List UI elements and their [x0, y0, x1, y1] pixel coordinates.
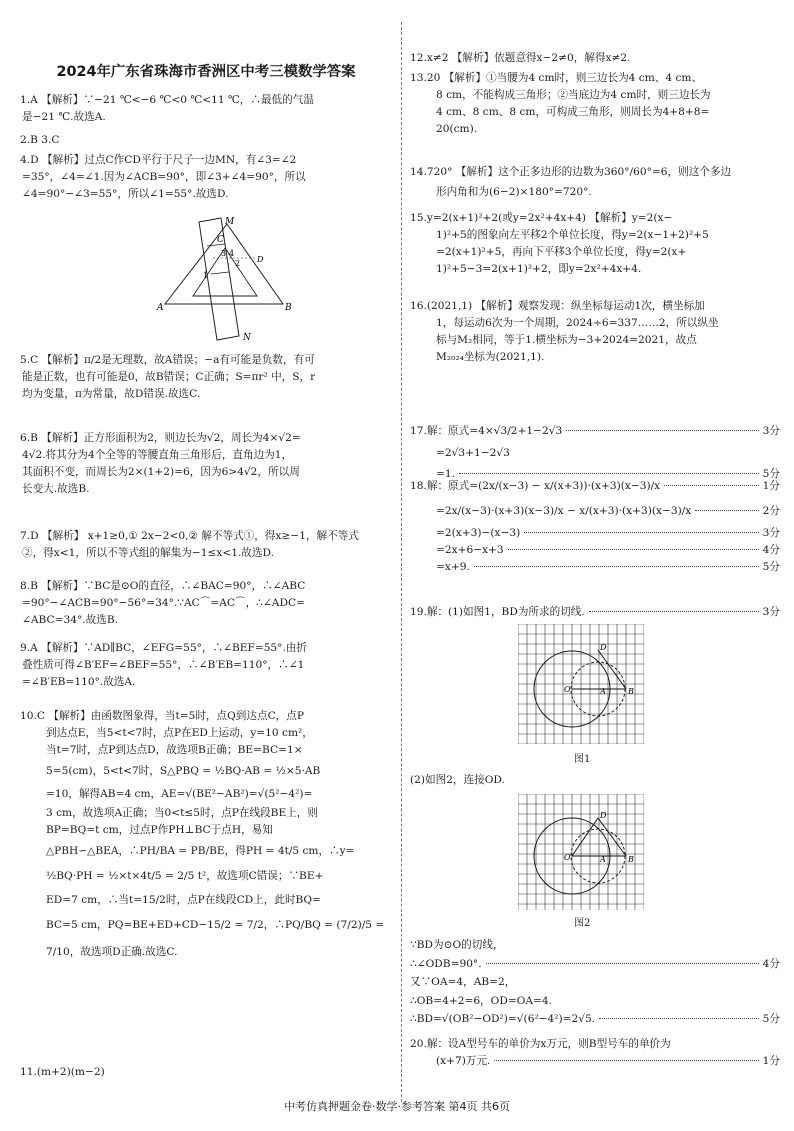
answer-q18: [410, 474, 780, 576]
q20-step-2: (x+7)万元. 1分: [436, 1055, 780, 1068]
answer-q19-part1: 19.解：(1)如图1，BD为所求的切线. 3分: [410, 606, 780, 618]
answer-q16: 16.(2021,1) 【解析】观察发现：纵坐标每运动1次，横坐标加 1，每运动6次为一个周期，2024÷6=337……2，所以纵坐 标与M₂相同，等于1.横坐标为−3+2024=2021，故点 M₂₀₂₄坐标为(2021,1).: [410, 300, 719, 364]
answer-q8: 8.B 【解析】∵BC是⊙O的直径，∴∠BAC=90°，∴∠ABC =90°−∠ACB=90°−56°=34°.∵AC⌒=AC⌒，∴∠ADC= ∠ABC=34°.故选B.: [20, 580, 306, 627]
fig2-label-a: A: [600, 855, 606, 864]
q19-step-5: ∴BD=√(OB²−OD²)=√(6²−4²)=2√5. 5分: [410, 1013, 780, 1026]
label-3: 3: [221, 249, 227, 258]
q19-step-3: 又∵OA=4，AB=2，: [410, 976, 516, 989]
answer-q11: 11.(m+2)(m−2): [20, 1066, 105, 1078]
answer-q14: 14.720° 【解析】这个正多边形的边数为360°/60°=6，则这个多边 形内角和为(6−2)×180°=720°.: [410, 166, 732, 199]
answer-q13: 13.20 【解析】①当腰为4 cm时，则三边长为4 cm、4 cm、 8 cm，不能构成三角形；②当底边为4 cm时，则三边长为 4 cm、8 cm、8 cm，可构成三角形，则周长为4+8+8= 20(cm).: [410, 72, 711, 136]
figure-1-caption: 图1: [574, 754, 591, 765]
q18-step-3: =2(x+3)−(x−3) 3分: [436, 526, 780, 539]
q18-step-2: =2x/(x−3)·(x+3)(x−3)/x − x/(x+3)·(x+3)(x−3)/x 2分: [436, 505, 780, 518]
fig1-label-o: O: [564, 685, 571, 694]
fig1-label-b: B: [628, 687, 634, 696]
answer-q7: 7.D 【解析】 x+1≥0,① 2x−2<0,② 解不等式①，得x≥−1，解不等式 ②，得x<1，所以不等式组的解集为−1≤x<1.故选D.: [20, 530, 359, 560]
q18-step-1: 18.解：原式=(2x/(x−3) − x/(x+3))·(x+3)(x−3)/x 1分: [410, 480, 780, 492]
fig2-label-o: O: [564, 853, 571, 862]
answer-q9: 9.A 【解析】∵AD∥BC，∠EFG=55°，∴∠BEF=55°.由折 叠性质可得∠B′EF=∠BEF=55°，∴∠B′EB=110°，∴∠1 =∠B′EB=110°.故选A.: [20, 642, 308, 689]
fig1-label-d: D: [600, 643, 607, 652]
fig2-label-d: D: [600, 811, 607, 820]
answer-q10: 10.C 【解析】由函数图象得，当t=5时，点Q到达点C，点P 到达点E，当5<t<7时，点P在ED上运动，y=10 cm²， 当t=7时，点P到达点D，故选项B正确；BE=BC=1× 5=5(cm)，5<t<7时，S△PBQ = ½BQ·AB = ½×5·AB =10，解得AB=4 cm，AE=√(BE²−AB²)=√(5²−4²)= 3 cm，故选项A正确；当0<t≤5时，点P在线段BE上，则 BP=BQ=t cm，过点P作PH⊥BC于点H，易知 △PBH∽△BEA，∴PH/BA = PB/BE，得PH = 4t/5 cm，∴y= ½BQ·PH = ½×t×4t/5 = 2/5 t²，故选项C错误；∵BE+ ED=7 cm，∴当t=15/2时，点P在线段CD上，此时BQ= BC=5 cm，PQ=BE+ED+CD−15/2 = 7/2，∴PQ/BQ = (7/2)/5 = 7/10，故选项D正确.故选C.: [20, 710, 385, 958]
page-footer: 中考仿真押题金卷·数学·参考答案 第4页 共6页: [284, 1100, 510, 1113]
label-m: M: [225, 217, 235, 227]
figure-2-grid: [518, 794, 644, 910]
answer-q19-part2-steps: [410, 936, 780, 1029]
fig2-label-b: B: [628, 855, 634, 864]
answer-q1: 1.A 【解析】∵−21 ℃<−6 ℃<0 ℃<11 ℃，∴最低的气温 是−21 ℃.故选A.: [20, 94, 314, 124]
answer-q19-part2: (2)如图2，连接OD.: [410, 774, 505, 786]
answer-q15: 15.y=2(x+1)²+2(或y=2x²+4x+4) 【解析】y=2(x− 1)²+5的图象向左平移2个单位长度，得y=2(x−1+2)²+5 =2(x+1)²+5，再向下平移3个单位长度，得y=2(x+ 1)²+5−3=2(x+1)²+2，即y=2x²+4x+4.: [410, 212, 709, 276]
q20-step-1: 20.解：设A型号车的单价为x万元，则B型号车的单价为: [410, 1038, 671, 1050]
figure-2-caption: 图2: [574, 918, 591, 929]
document-title: 2024年广东省珠海市香洲区中考三模数学答案: [56, 64, 356, 80]
label-c: C: [217, 235, 224, 245]
q17-step-3: =1. 5分: [436, 468, 780, 481]
answer-q20: [410, 1036, 780, 1070]
answer-q12: 12.x≠2 【解析】依题意得x−2≠0，解得x≠2.: [410, 52, 631, 64]
q17-step-1: 17.解：原式=4×√3/2+1−2√3 3分: [410, 425, 780, 437]
label-a: A: [157, 303, 164, 313]
answer-q2-q3: 2.B 3.C: [20, 134, 60, 146]
label-2: 2: [235, 259, 241, 268]
label-b: B: [285, 303, 292, 313]
q4-ruler-triangle-figure: [155, 216, 295, 342]
q19-step-1: ∵BD为⊙O的切线，: [410, 939, 504, 951]
q18-step-4: =2x+6−x+3 4分: [436, 544, 780, 556]
figure-1-grid: [518, 624, 644, 744]
q19-step-4: ∴OB=4+2=6，OD=OA=4.: [410, 994, 553, 1007]
label-4: 4: [229, 249, 235, 258]
answer-q5: 5.C 【解析】π/2是无理数，故A错误；−a有可能是负数，有可 能是正数，也有可能是0，故B错误；C正确；S=πr² 中，S，r 均为变量，π为常量，故D错误.故选C.: [20, 354, 316, 401]
label-n: N: [243, 333, 251, 342]
column-divider: [401, 22, 402, 1102]
fig1-label-a: A: [600, 687, 606, 696]
q19-step-2: ∴∠ODB=90°. 4分: [410, 957, 780, 970]
q17-step-2: =2√3+1−2√3: [436, 447, 510, 460]
answer-q6: 6.B 【解析】正方形面积为2，则边长为√2，周长为4×√2= 4√2.将其分为4个全等的等腰直角三角形后，直角边为1， 其面积不变，而周长为2×(1+2)=6，因为6>4√2，所以周 长变大.故选B.: [20, 432, 301, 496]
q18-step-5: =x+9. 5分: [436, 561, 780, 574]
label-1: 1: [203, 271, 209, 280]
answer-q4: 4.D 【解析】过点C作CD平行于尺子一边MN，有∠3=∠2 =35°，∠4=∠1.因为∠ACB=90°，即∠3+∠4=90°，所以 ∠4=90°−∠3=55°，所以∠1=55°.故选D.: [20, 154, 306, 201]
label-d: D: [257, 255, 264, 264]
